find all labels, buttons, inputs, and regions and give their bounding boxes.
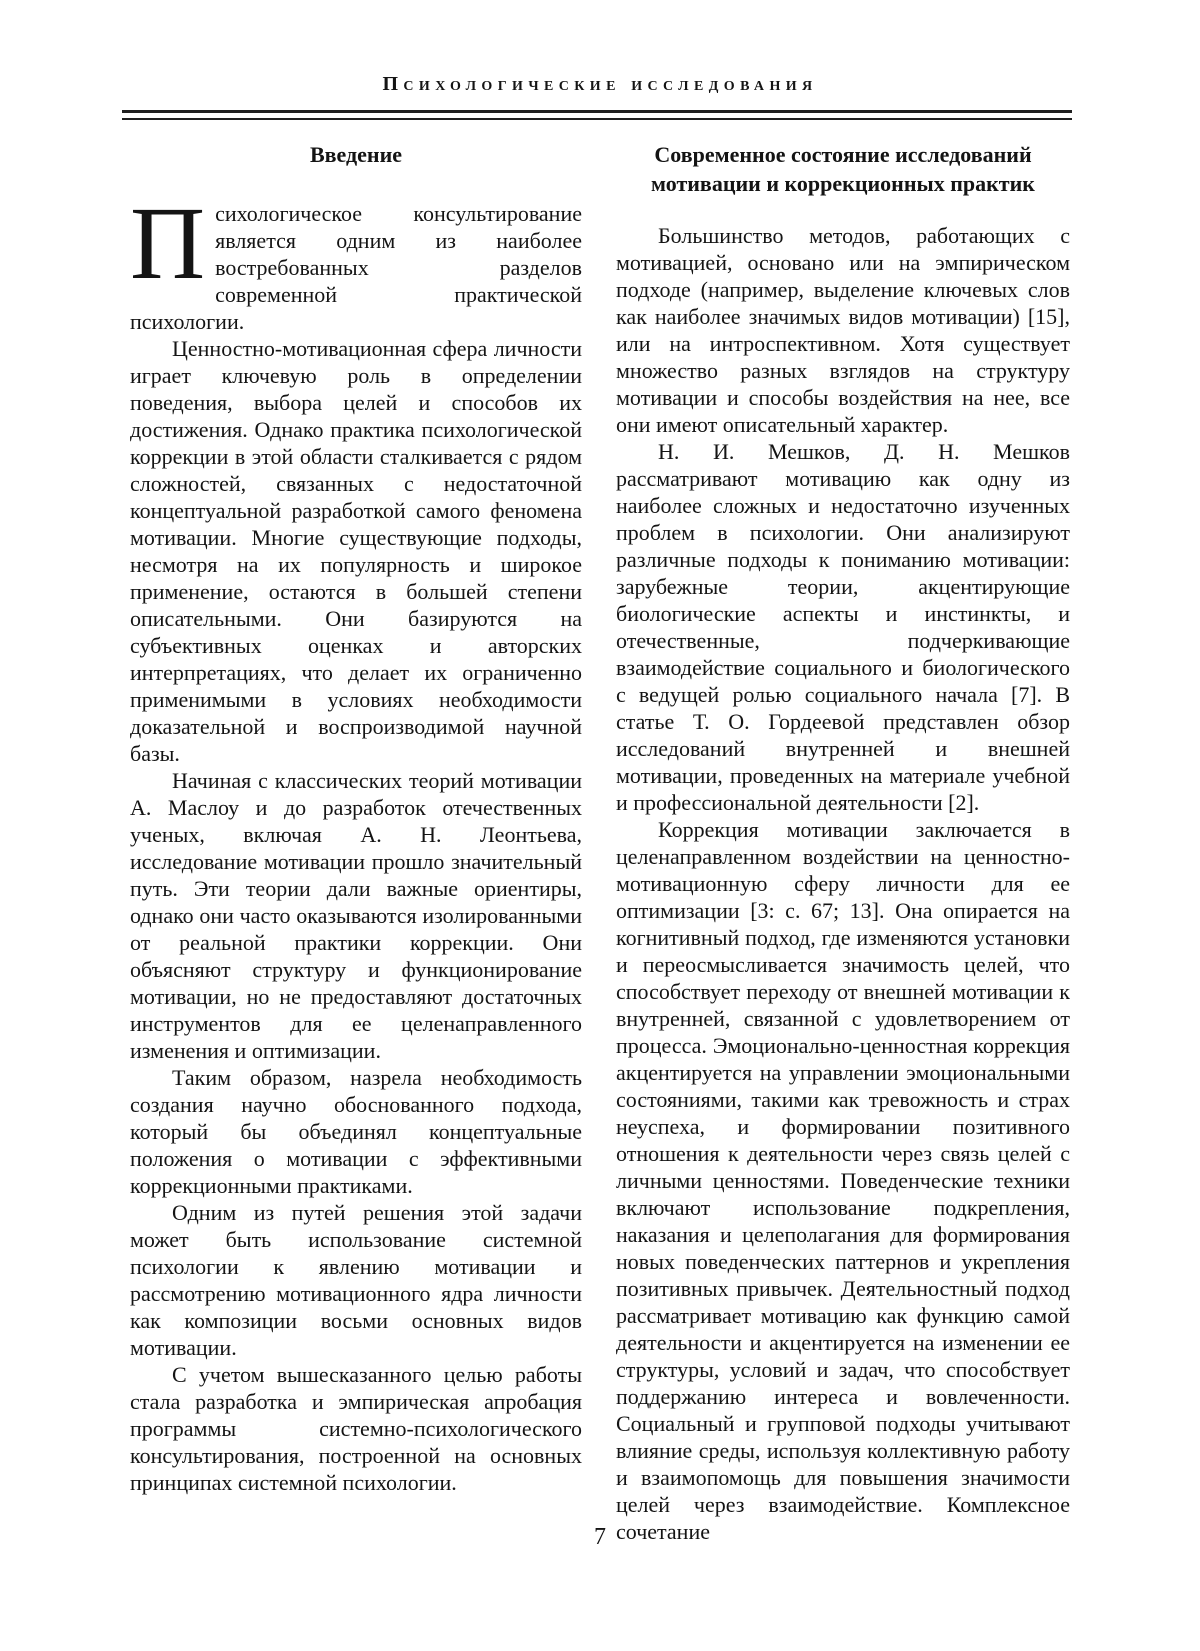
lead-paragraph-text: сихологическое консультирование является одним из наиболее востребованных разделов современной практической психологии.: [130, 201, 582, 334]
paragraph: С учетом вышесказанного целью работы стала разработка и эмпирическая апробация программы системно-психологического консультирования, построенной на основных принципах системной психологии.: [130, 1362, 582, 1495]
section-heading-line2: мотивации и коррекционных практик: [651, 171, 1035, 196]
paragraph: Ценностно-мотивационная сфера личности играет ключевую роль в определении поведения, выбора целей и способов их достижения. Однако практика психологической коррекции в этой области сталкивается с рядом сложностей, связанных с недостаточной концептуальной разработкой самого феномена мотивации. Многие существующие подходы, несмотря на их популярность и широкое применение, остаются в большей степени описательными. Они базируются на субъективных оценках и авторских интерпретациях, что делает их ограниченно применимыми в условиях необходимости доказательной и воспроизводимой научной базы.: [130, 336, 582, 766]
paragraph: Коррекция мотивации заключается в целенаправленном воздействии на ценностно-мотивационную сферу личности для ее оптимизации [3: с. 67; 13]. Она опирается на когнитивный подход, где изменяются установки и переосмысливается значимость целей, что способствует переходу от внешней мотивации к внутренней, связанной с удовлетворением от процесса. Эмоционально-ценностная коррекция акцентируется на управлении эмоциональными состояниями, такими как тревожность и страх неуспеха, и формировании позитивного отношения к деятельности через связь целей с личными ценностями. Поведенческие техники включают использование подкрепления, наказания и целеполагания для формирования новых поведенческих паттернов и укрепления позитивных привычек. Деятельностный подход рассматривает мотивацию как функцию самой деятельности и акцентируется на изменении ее структуры, условий и задач, что способствует поддержанию интереса и вовлеченности. Социальный и групповой подходы учитывают влияние среды, используя коллективную работу и взаимопомощь для повышения значимости целей через взаимодействие. Комплексное сочетание: [616, 817, 1070, 1544]
drop-cap: П: [130, 186, 206, 301]
paragraph: Одним из путей решения этой задачи может быть использование системной психологии к явлению мотивации и рассмотрению мотивационного ядра личности как композиции восьми основных видов мотивации.: [130, 1200, 582, 1360]
page-number: 7: [594, 1524, 606, 1550]
right-column: [616, 140, 1070, 1545]
paragraph: Большинство методов, работающих с мотивацией, основано или на эмпирическом подходе (например, выделение ключевых слов как наиболее значимых видов мотивации) [15], или на интроспективном. Хотя существует множество разных взглядов на структуру мотивации и способы воздействия на нее, все они имеют описательный характер.: [616, 223, 1070, 437]
header-divider: [122, 110, 1072, 120]
introduction-heading: Введение: [309, 142, 403, 167]
paragraph: Н. И. Мешков, Д. Н. Мешков рассматривают мотивацию как одну из наиболее сложных и недостаточно изученных проблем в психологии. Они анализируют различные подходы к пониманию мотивации: зарубежные теории, акцентирующие биологические аспекты и инстинкты, и отечественные, подчеркивающие взаимодействие социального и биологического с ведущей ролью социального начала [7]. В статье Т. О. Гордеевой представлен обзор исследований внутренней и внешней мотивации, проведенных на материале учебной и профессиональной деятельности [2].: [616, 439, 1070, 815]
section-heading-line1: Современное состояние исследований: [654, 142, 1032, 167]
section-heading: [616, 140, 1070, 198]
paragraph: Таким образом, назрела необходимость создания научно обоснованного подхода, который бы объединял концептуальные положения о мотивации с эффективными коррекционными практиками.: [130, 1065, 582, 1198]
lead-paragraph: [130, 186, 582, 335]
left-column: [130, 140, 582, 1496]
paragraph: Начиная с классических теорий мотивации А. Маслоу и до разработок отечественных ученых, включая А. Н. Леонтьева, исследование мотивации прошло значительный путь. Эти теории дали важные ориентиры, однако они часто оказываются изолированными от реальной практики коррекции. Они объясняют структуру и функционирование мотивации, но не предоставляют достаточных инструментов для ее целенаправленного изменения и оптимизации.: [130, 768, 582, 1063]
running-head: Психологические исследования: [382, 73, 818, 95]
